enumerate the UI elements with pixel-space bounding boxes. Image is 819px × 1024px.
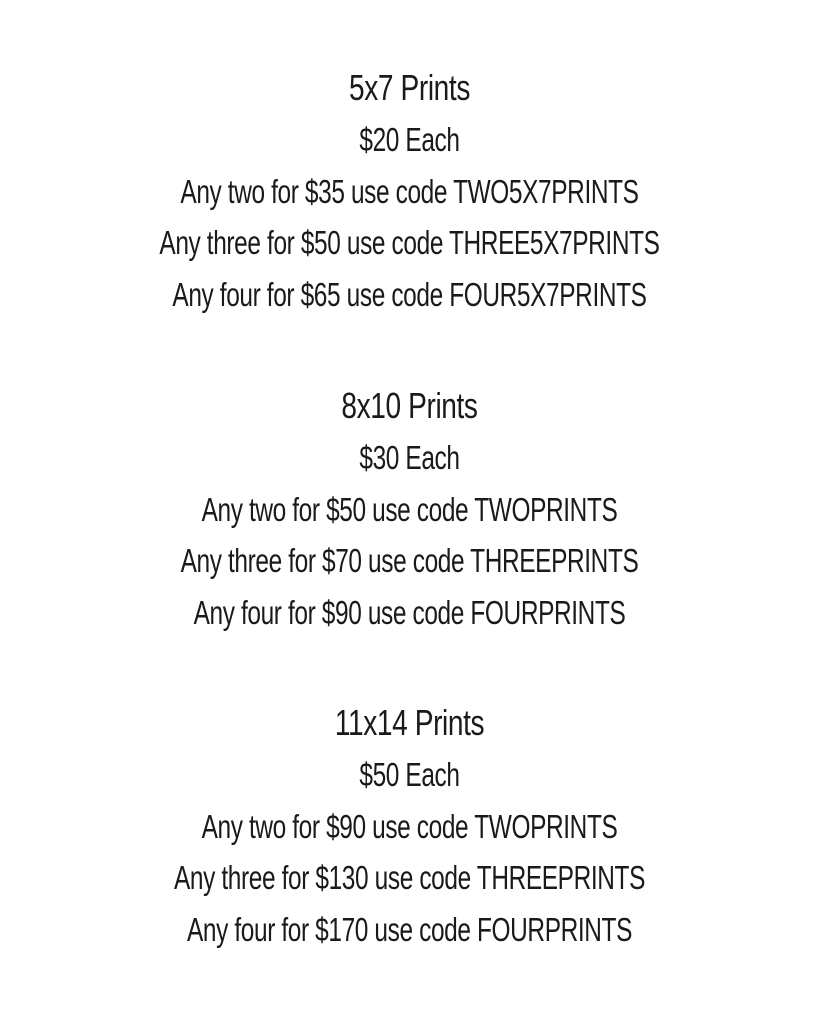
offer-four: Any four for $170 use code FOURPRINTS (186, 910, 633, 948)
section-title: 8x10 Prints (341, 385, 478, 426)
offer-three: Any three for $50 use code THREE5X7PRINTS (159, 224, 660, 261)
single-price: $50 Each (359, 756, 460, 793)
print-size-section-8x10 (0, 380, 819, 638)
single-price: $30 Each (359, 439, 460, 476)
single-price: $20 Each (359, 121, 460, 158)
offer-two: Any two for $35 use code TWO5X7PRINTS (180, 172, 639, 210)
section-title: 5x7 Prints (349, 67, 470, 108)
print-size-section-11x14 (0, 697, 819, 955)
offer-three: Any three for $130 use code THREEPRINTS (173, 859, 646, 896)
section-title: 11x14 Prints (334, 702, 485, 743)
offer-four: Any four for $65 use code FOUR5X7PRINTS (172, 275, 647, 313)
offer-four: Any four for $90 use code FOURPRINTS (193, 593, 626, 631)
offer-two: Any two for $50 use code TWOPRINTS (201, 490, 618, 528)
print-size-section-5x7 (0, 62, 819, 320)
offer-three: Any three for $70 use code THREEPRINTS (180, 542, 639, 579)
offer-two: Any two for $90 use code TWOPRINTS (201, 807, 618, 845)
